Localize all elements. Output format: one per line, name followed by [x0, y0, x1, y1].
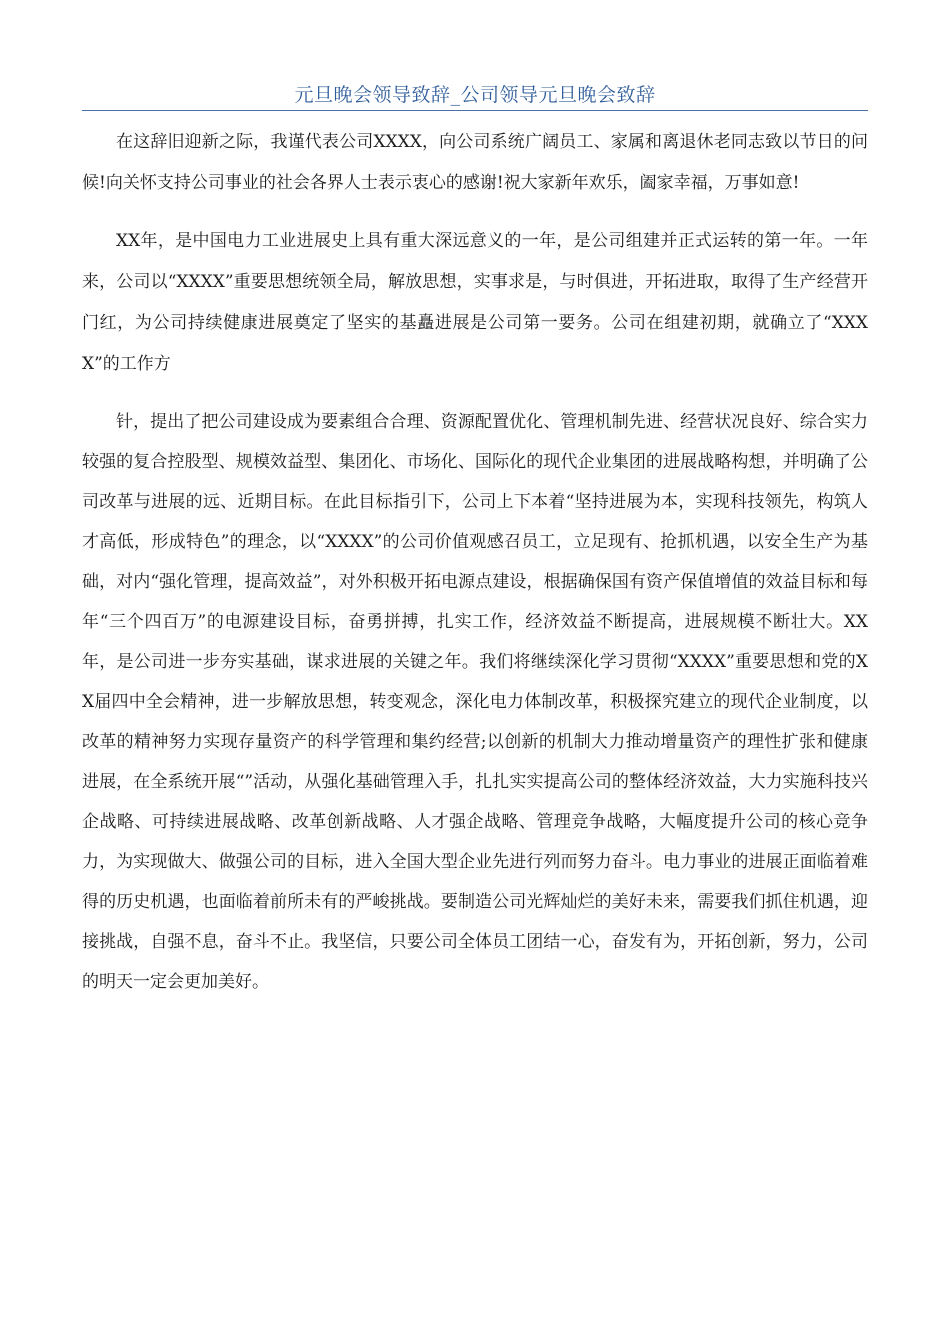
paragraph-greeting: 在这辞旧迎新之际，我谨代表公司XXXX，向公司系统广阔员工、家属和离退休老同志致以节日的问候!向关怀支持公司事业的社会各界人士表示衷心的感谢!祝大家新年欢乐，阖家幸福，万事如意! — [82, 132, 868, 193]
page-title: 元旦晚会领导致辞_公司领导元旦晚会致辞 — [294, 84, 656, 106]
page-header — [82, 80, 868, 111]
paragraph-strategy: 针，提出了把公司建设成为要素组合合理、资源配置优化、管理机制先进、经营状况良好、综合实力较强的复合控股型、规模效益型、集团化、市场化、国际化的现代企业集团的进展战略构想，并明确了公司改革与进展的远、近期目标。在此目标指引下，公司上下本着“坚持进展为本，实现科技领先，构筑人才高低，形成特色”的理念，以“XXXX”的公司价值观感召员工，立足现有、抢抓机遇，以安全生产为基础，对内“强化管理，提高效益”，对外积极开拓电源点建设，根据确保国有资产保值增值的效益目标和每年“三个四百万”的电源建设目标，奋勇拼搏，扎实工作，经济效益不断提高，进展规模不断壮大。XX年，是公司进一步夯实基础，谋求进展的关键之年。我们将继续深化学习贯彻“XXXX”重要思想和党的XX届四中全会精神，进一步解放思想，转变观念，深化电力体制改革，积极探究建立的现代企业制度，以改革的精神努力实现存量资产的科学管理和集约经营;以创新的机制大力推动增量资产的理性扩张和健康进展，在全系统开展“”活动，从强化基础管理入手，扎扎实实提高公司的整体经济效益，大力实施科技兴企战略、可持续进展战略、改革创新战略、人才强企战略、管理竞争战略，大幅度提升公司的核心竞争力，为实现做大、做强公司的目标，进入全国大型企业先进行列而努力奋斗。电力事业的进展正面临着难得的历史机遇，也面临着前所未有的严峻挑战。要制造公司光辉灿烂的美好未来，需要我们抓住机遇，迎接挑战，自强不息，奋斗不止。我坚信，只要公司全体员工团结一心，奋发有为，开拓创新，努力，公司的明天一定会更加美好。 — [82, 412, 868, 992]
paragraph-review: XX年，是中国电力工业进展史上具有重大深远意义的一年，是公司组建并正式运转的第一年。一年来，公司以“XXXX”重要思想统领全局，解放思想，实事求是，与时俱进，开拓进取，取得了生产经营开门红，为公司持续健康进展奠定了坚实的基矗进展是公司第一要务。公司在组建初期，就确立了“XXXX”的工作方 — [82, 231, 868, 374]
document-body — [82, 122, 868, 1019]
